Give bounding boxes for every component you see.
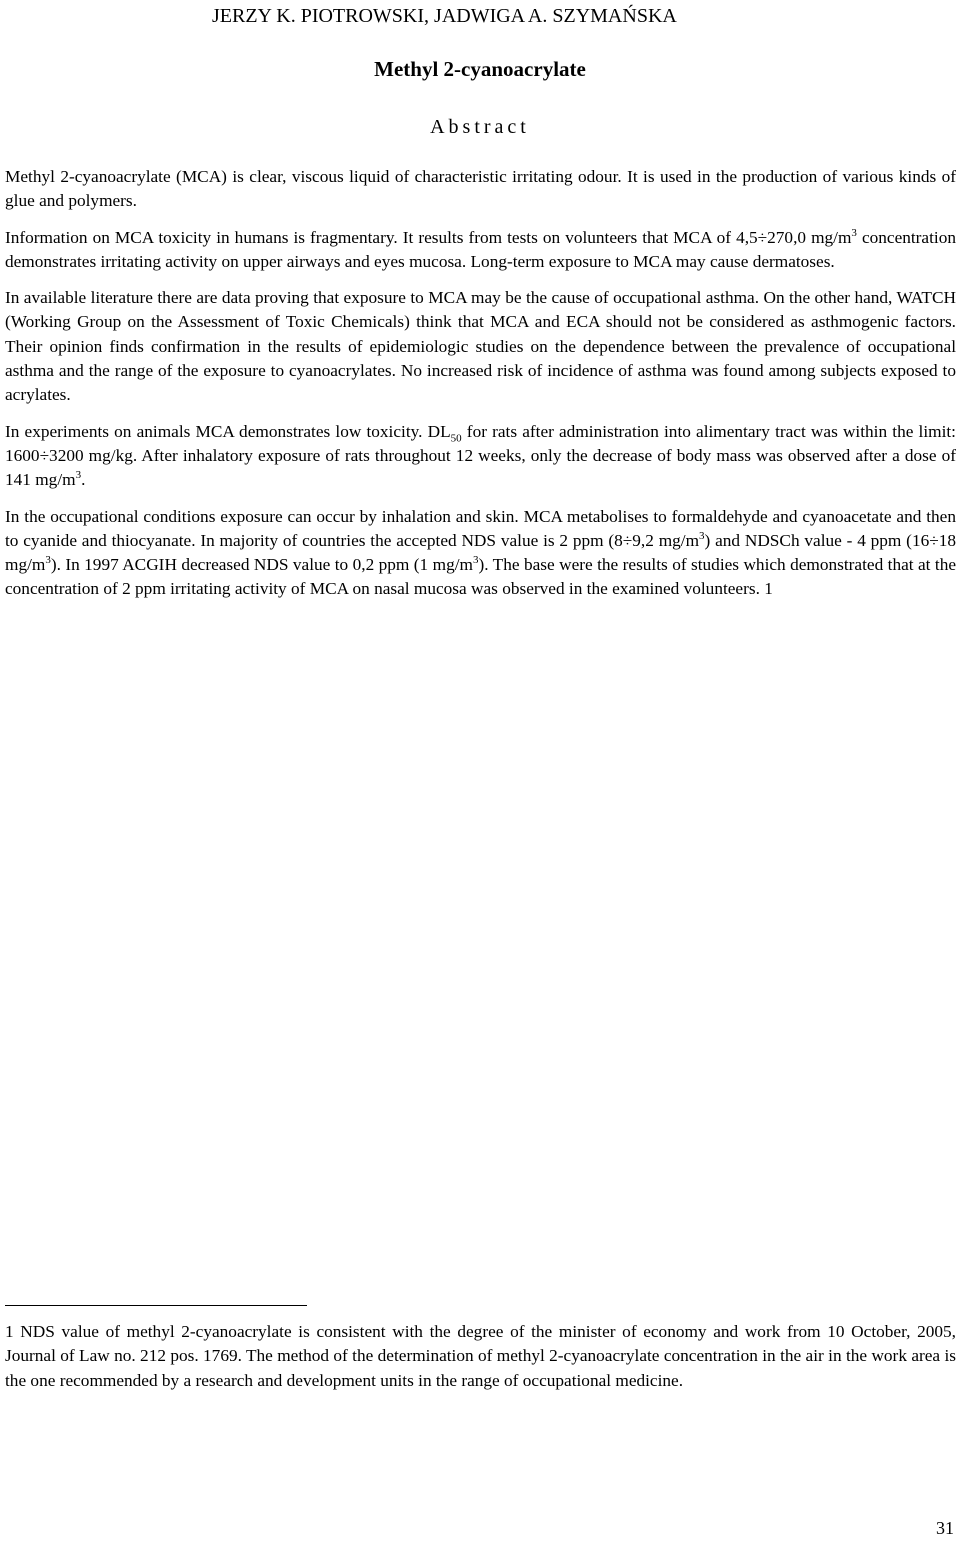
text-run: concentration demonstrates irritating activity on upper airways and eyes mucosa. Long-term exposure to MCA may cause dermatoses. [5, 227, 956, 271]
text-run: ). In 1997 ACGIH decreased NDS value to 0,2 ppm (1 mg/m [50, 555, 473, 575]
subscript: 50 [450, 432, 462, 445]
text-run: Information on MCA toxicity in humans is fragmentary. It results from tests on volunteers that MCA of 4,5÷270,0 mg/m [5, 227, 852, 247]
footnote-separator [5, 1305, 307, 1306]
text-run: for rats after administration into alimentary tract was within the limit: 1600÷3200 mg/kg. After inhalatory exposure of rats throughout 12 weeks, only the decrease of body mass was observed after a dose of 141 mg/m [5, 421, 956, 490]
superscript: 3 [75, 469, 82, 482]
superscript: 3 [851, 226, 857, 239]
paragraph-animal-toxicity [5, 420, 956, 493]
paragraph-occupational-exposure [5, 505, 956, 602]
footnote: 1 NDS value of methyl 2-cyanoacrylate is consistent with the degree of the minister of economy and work from 10 October, 2005, Journal of Law no. 212 pos. 1769. The method of the determination of methyl 2-cyanoacrylate concentration in the air in the work area is the one recommended by a research and development units in the range of occupational medicine. [5, 1322, 956, 1390]
text-run: In experiments on animals MCA demonstrates low toxicity. DL [5, 421, 451, 441]
text-run: ) and NDSCh value - 4 ppm (16÷18 mg/m [5, 530, 956, 575]
page-number: 31 [936, 1518, 954, 1538]
text-run: In the occupational conditions exposure can occur by inhalation and skin. MCA metabolises to formaldehyde and cyanoacetate and then to cyanide and thiocyanate. In majority of countries the accepted NDS value is 2 ppm (8÷9,2 mg/m [5, 506, 956, 550]
paragraph-asthma: In available literature there are data proving that exposure to MCA may be the cause of occupational asthma. On the other hand, WATCH (Working Group on the Assessment of Toxic Chemicals) think that MCA and ECA should not be considered as asthmogenic factors. Their opinion finds confirmation in the results of epidemiologic studies on the dependence between the prevalence of occupational asthma and the range of the exposure to cyanoacrylates. No increased risk of incidence of asthma was found among subjects exposed to acrylates. [5, 288, 956, 405]
running-header-authors: JERZY K. PIOTROWSKI, JADWIGA A. SZYMAŃSKA [212, 5, 677, 27]
text-run: . [81, 470, 86, 490]
superscript: 3 [472, 554, 479, 567]
abstract-body [5, 165, 956, 614]
superscript: 3 [45, 554, 51, 567]
article-title: Methyl 2-cyanoacrylate [374, 57, 586, 81]
abstract-heading: Abstract [430, 116, 530, 138]
paragraph-description: Methyl 2-cyanoacrylate (MCA) is clear, viscous liquid of characteristic irritating odour. It is used in the production of various kinds of glue and polymers. [5, 167, 956, 211]
superscript: 3 [699, 530, 705, 543]
text-run: ). The base were the results of studies which demonstrated that at the concentration of 2 ppm irritating activity of MCA on nasal mucosa was observed in the examined volunteers. 1 [5, 555, 957, 599]
paragraph-human-toxicity [5, 226, 956, 275]
